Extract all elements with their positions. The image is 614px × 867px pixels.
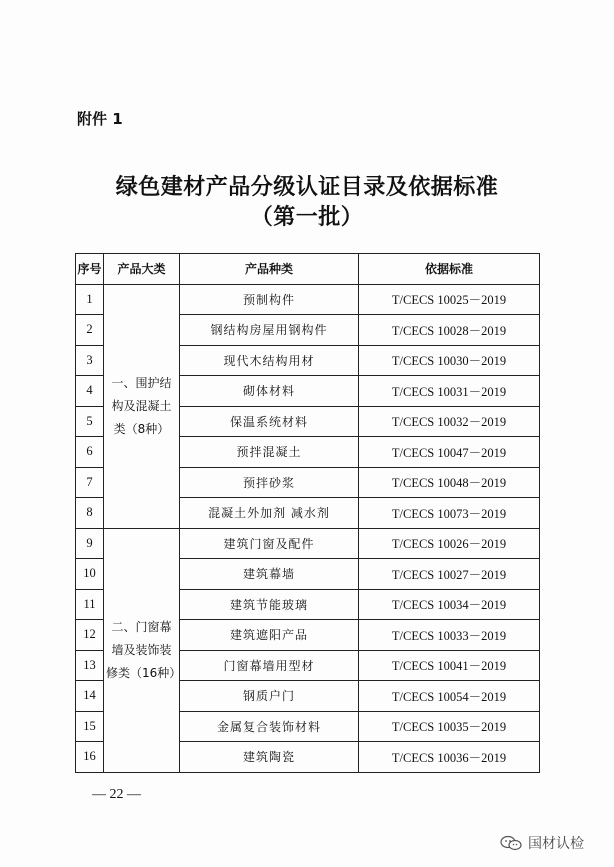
header-seq: 序号 bbox=[76, 254, 104, 285]
table-body bbox=[76, 284, 540, 772]
row-seq: 8 bbox=[76, 498, 104, 529]
row-product-type: 保温系统材料 bbox=[180, 406, 359, 437]
row-product-type: 建筑门窗及配件 bbox=[180, 528, 359, 559]
row-standard: T/CECS 10054－2019 bbox=[359, 681, 540, 712]
row-standard: T/CECS 10032－2019 bbox=[359, 406, 540, 437]
row-product-type: 钢结构房屋用钢构件 bbox=[180, 315, 359, 346]
header-type: 产品种类 bbox=[180, 254, 359, 285]
row-product-type: 门窗幕墙用型材 bbox=[180, 650, 359, 681]
attachment-label: 附件 1 bbox=[77, 110, 123, 128]
row-standard: T/CECS 10035－2019 bbox=[359, 711, 540, 742]
wechat-icon bbox=[500, 835, 522, 851]
row-seq: 12 bbox=[76, 620, 104, 651]
row-standard: T/CECS 10033－2019 bbox=[359, 620, 540, 651]
row-seq: 14 bbox=[76, 681, 104, 712]
row-category: 二、门窗幕墙及装饰装修类（16种） bbox=[104, 528, 180, 772]
row-standard: T/CECS 10031－2019 bbox=[359, 376, 540, 407]
page-number: — 22 — bbox=[92, 787, 141, 802]
row-standard: T/CECS 10036－2019 bbox=[359, 742, 540, 773]
row-seq: 3 bbox=[76, 345, 104, 376]
row-product-type: 砌体材料 bbox=[180, 376, 359, 407]
row-product-type: 预拌混凝土 bbox=[180, 437, 359, 468]
table-row bbox=[76, 528, 540, 559]
row-standard: T/CECS 10041－2019 bbox=[359, 650, 540, 681]
row-standard: T/CECS 10073－2019 bbox=[359, 498, 540, 529]
row-seq: 4 bbox=[76, 376, 104, 407]
row-standard: T/CECS 10028－2019 bbox=[359, 315, 540, 346]
row-seq: 7 bbox=[76, 467, 104, 498]
row-seq: 13 bbox=[76, 650, 104, 681]
row-seq: 16 bbox=[76, 742, 104, 773]
row-seq: 1 bbox=[76, 284, 104, 315]
row-seq: 11 bbox=[76, 589, 104, 620]
watermark-text: 国材认检 bbox=[528, 836, 584, 852]
row-product-type: 建筑幕墙 bbox=[180, 559, 359, 590]
document-subtitle: （第一批） bbox=[250, 205, 364, 230]
row-product-type: 金属复合装饰材料 bbox=[180, 711, 359, 742]
row-product-type: 现代木结构用材 bbox=[180, 345, 359, 376]
row-standard: T/CECS 10048－2019 bbox=[359, 467, 540, 498]
row-product-type: 预制构件 bbox=[180, 284, 359, 315]
row-seq: 5 bbox=[76, 406, 104, 437]
row-category: 一、围护结构及混凝土类（8种） bbox=[104, 284, 180, 528]
document-title: 绿色建材产品分级认证目录及依据标准 bbox=[115, 175, 499, 200]
row-seq: 10 bbox=[76, 559, 104, 590]
row-product-type: 钢质户门 bbox=[180, 681, 359, 712]
row-product-type: 建筑遮阳产品 bbox=[180, 620, 359, 651]
row-standard: T/CECS 10026－2019 bbox=[359, 528, 540, 559]
row-seq: 2 bbox=[76, 315, 104, 346]
row-seq: 15 bbox=[76, 711, 104, 742]
row-product-type: 建筑陶瓷 bbox=[180, 742, 359, 773]
table-row bbox=[76, 284, 540, 315]
row-seq: 6 bbox=[76, 437, 104, 468]
row-standard: T/CECS 10034－2019 bbox=[359, 589, 540, 620]
row-seq: 9 bbox=[76, 528, 104, 559]
watermark bbox=[500, 833, 584, 853]
certification-table bbox=[75, 253, 540, 773]
row-product-type: 建筑节能玻璃 bbox=[180, 589, 359, 620]
row-standard: T/CECS 10030－2019 bbox=[359, 345, 540, 376]
row-standard: T/CECS 10047－2019 bbox=[359, 437, 540, 468]
row-standard: T/CECS 10027－2019 bbox=[359, 559, 540, 590]
header-category: 产品大类 bbox=[104, 254, 180, 285]
table-header-row bbox=[76, 254, 540, 285]
header-standard: 依据标准 bbox=[359, 254, 540, 285]
row-product-type: 预拌砂浆 bbox=[180, 467, 359, 498]
row-standard: T/CECS 10025－2019 bbox=[359, 284, 540, 315]
row-product-type: 混凝土外加剂 减水剂 bbox=[180, 498, 359, 529]
